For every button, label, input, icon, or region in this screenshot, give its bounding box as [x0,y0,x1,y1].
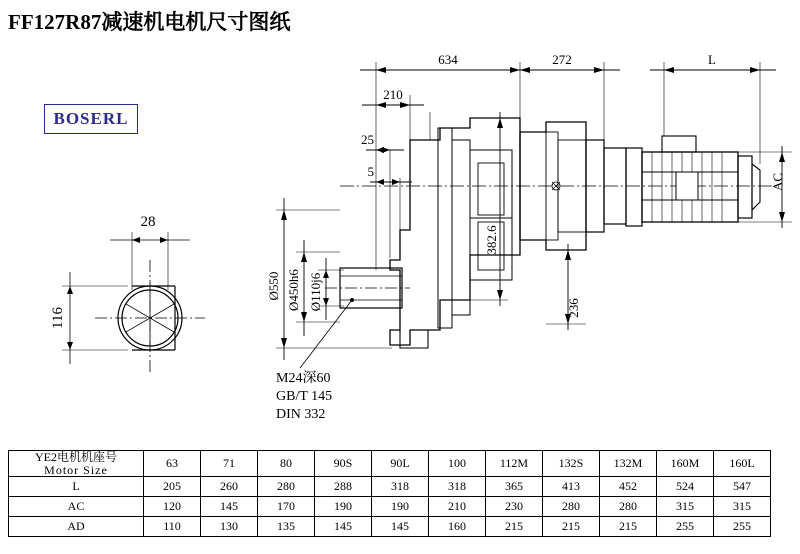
dim-634: 634 [438,52,458,67]
table-row [9,477,771,497]
cell: 255 [714,517,771,537]
header-cn: YE2电机机座号 [35,450,117,464]
dim-210: 210 [383,87,403,102]
size-cell: 160L [714,451,771,477]
cell: 413 [543,477,600,497]
dim-450: Ø450h6 [286,269,301,311]
cell: 280 [543,497,600,517]
cell: 318 [372,477,429,497]
cell: 190 [372,497,429,517]
table-header-cell [9,451,144,477]
cell: 280 [600,497,657,517]
cell: 260 [201,477,258,497]
size-cell: 132S [543,451,600,477]
cell: 365 [486,477,543,497]
dim-5: 5 [367,164,374,179]
table-row [9,497,771,517]
cell: 145 [315,517,372,537]
cell: 524 [657,477,714,497]
motor-size-table [8,450,771,537]
note-line-3: DIN 332 [276,407,326,422]
dim-550: Ø550 [266,271,281,301]
cell: 215 [600,517,657,537]
cell: 110 [144,517,201,537]
cell: 120 [144,497,201,517]
cell: 170 [258,497,315,517]
size-cell: 80 [258,451,315,477]
size-cell: 90S [315,451,372,477]
row-label: L [9,477,144,497]
row-label: AD [9,517,144,537]
page-title: FF127R87减速机电机尺寸图纸 [8,10,291,34]
row-label: AC [9,497,144,517]
dim-272: 272 [552,52,572,67]
cell: 452 [600,477,657,497]
thread-note [276,370,332,422]
dim-L: L [708,52,716,67]
dim-382-6: 382.6 [484,225,499,255]
cell: 205 [144,477,201,497]
cell: 145 [372,517,429,537]
size-cell: 132M [600,451,657,477]
cell: 315 [714,497,771,517]
table-header-row [9,451,771,477]
size-cell: 90L [372,451,429,477]
note-line-2: GB/T 145 [276,389,333,404]
dim-25: 25 [361,132,374,147]
cell: 255 [657,517,714,537]
cell: 135 [258,517,315,537]
size-cell: 160M [657,451,714,477]
cell: 130 [201,517,258,537]
cell: 547 [714,477,771,497]
cell: 230 [486,497,543,517]
cell: 145 [201,497,258,517]
cell: 288 [315,477,372,497]
size-cell: 63 [144,451,201,477]
note-line-1: M24深60 [276,371,331,386]
cell: 190 [315,497,372,517]
brand-logo: BOSERL [44,104,138,134]
cell: 280 [258,477,315,497]
size-cell: 71 [201,451,258,477]
dim-28: 28 [140,214,156,230]
cell: 210 [429,497,486,517]
table-row [9,517,771,537]
size-cell: 112M [486,451,543,477]
size-cell: 100 [429,451,486,477]
cell: 160 [429,517,486,537]
dim-236: 236 [566,298,581,318]
dim-110: Ø110j6 [308,272,323,312]
dim-AC: AC [770,172,785,192]
dim-116: 116 [50,307,66,329]
header-en: Motor Size [44,462,108,477]
cell: 318 [429,477,486,497]
cell: 215 [486,517,543,537]
cell: 215 [543,517,600,537]
cell: 315 [657,497,714,517]
